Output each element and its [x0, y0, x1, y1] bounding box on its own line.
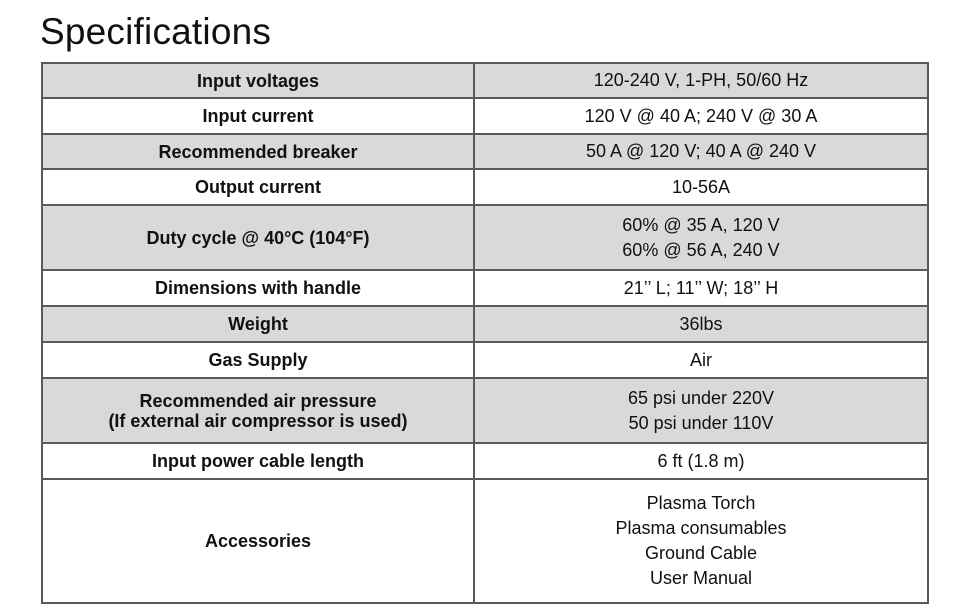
spec-value: [474, 378, 928, 443]
spec-value: [474, 479, 928, 603]
spec-label-line: Dimensions with handle: [154, 278, 362, 298]
spec-value: [474, 205, 928, 270]
spec-row-weight: [42, 306, 928, 342]
spec-value-line: 120-240 V, 1-PH, 50/60 Hz: [593, 70, 809, 90]
spec-label-line: Accessories: [204, 531, 312, 551]
spec-label: [42, 98, 474, 134]
spec-label: [42, 134, 474, 169]
page-title: Specifications: [40, 11, 272, 52]
spec-label-line: Output current: [195, 177, 321, 197]
spec-value-line: 21’’ L; 11’’ W; 18’’ H: [623, 277, 779, 298]
spec-label-line: Recommended air pressure: [139, 390, 377, 411]
spec-label: [42, 205, 474, 270]
spec-label-line: Input current: [202, 106, 314, 126]
spec-value-line: 6 ft (1.8 m): [657, 450, 745, 471]
spec-row-gas-supply: [42, 342, 928, 378]
spec-label: [42, 378, 474, 443]
spec-value: [474, 169, 928, 205]
spec-row-input-voltages: [42, 63, 928, 98]
spec-value-line: 60% @ 35 A, 120 V: [622, 214, 780, 235]
spec-row-air-pressure: [42, 378, 928, 443]
spec-label-line: Input voltages: [196, 70, 319, 91]
spec-value-line: 10-56A: [671, 176, 731, 197]
spec-value-line: 120 V @ 40 A; 240 V @ 30 A: [584, 105, 818, 126]
spec-value-line: Plasma consumables: [615, 518, 787, 538]
spec-value: [474, 98, 928, 134]
spec-value-line: 36lbs: [679, 313, 723, 334]
spec-value-line: Air: [690, 349, 712, 370]
spec-value: [474, 134, 928, 169]
spec-label: [42, 479, 474, 603]
spec-label-line: Input power cable length: [151, 451, 364, 471]
spec-row-cable-length: [42, 443, 928, 479]
spec-row-accessories: [42, 479, 928, 603]
spec-label: [42, 342, 474, 378]
spec-value-line: 65 psi under 220V: [627, 387, 775, 408]
spec-row-duty-cycle: [42, 205, 928, 270]
specifications-table: [41, 62, 929, 604]
spec-label-line: Weight: [228, 314, 288, 334]
spec-value-line: Plasma Torch: [646, 493, 756, 513]
spec-row-output-current: [42, 169, 928, 205]
spec-value: [474, 270, 928, 306]
spec-value: [474, 306, 928, 342]
spec-label-line: Duty cycle @ 40°C (104°F): [146, 227, 370, 248]
spec-row-dimensions: [42, 270, 928, 306]
spec-label: [42, 270, 474, 306]
spec-label: [42, 169, 474, 205]
spec-value: [474, 342, 928, 378]
spec-label-line: (If external air compressor is used): [108, 410, 408, 431]
spec-row-recommended-breaker: [42, 134, 928, 169]
spec-value-line: 60% @ 56 A, 240 V: [622, 239, 780, 260]
spec-value: [474, 63, 928, 98]
spec-label: [42, 63, 474, 98]
spec-label-line: Gas Supply: [208, 350, 308, 370]
spec-value-line: 50 A @ 120 V; 40 A @ 240 V: [585, 141, 817, 161]
spec-value-line: User Manual: [649, 568, 753, 588]
spec-value: [474, 443, 928, 479]
spec-label: [42, 306, 474, 342]
spec-label-line: Recommended breaker: [158, 141, 358, 162]
spec-row-input-current: [42, 98, 928, 134]
spec-value-line: 50 psi under 110V: [628, 412, 774, 433]
spec-label: [42, 443, 474, 479]
spec-value-line: Ground Cable: [644, 543, 758, 563]
